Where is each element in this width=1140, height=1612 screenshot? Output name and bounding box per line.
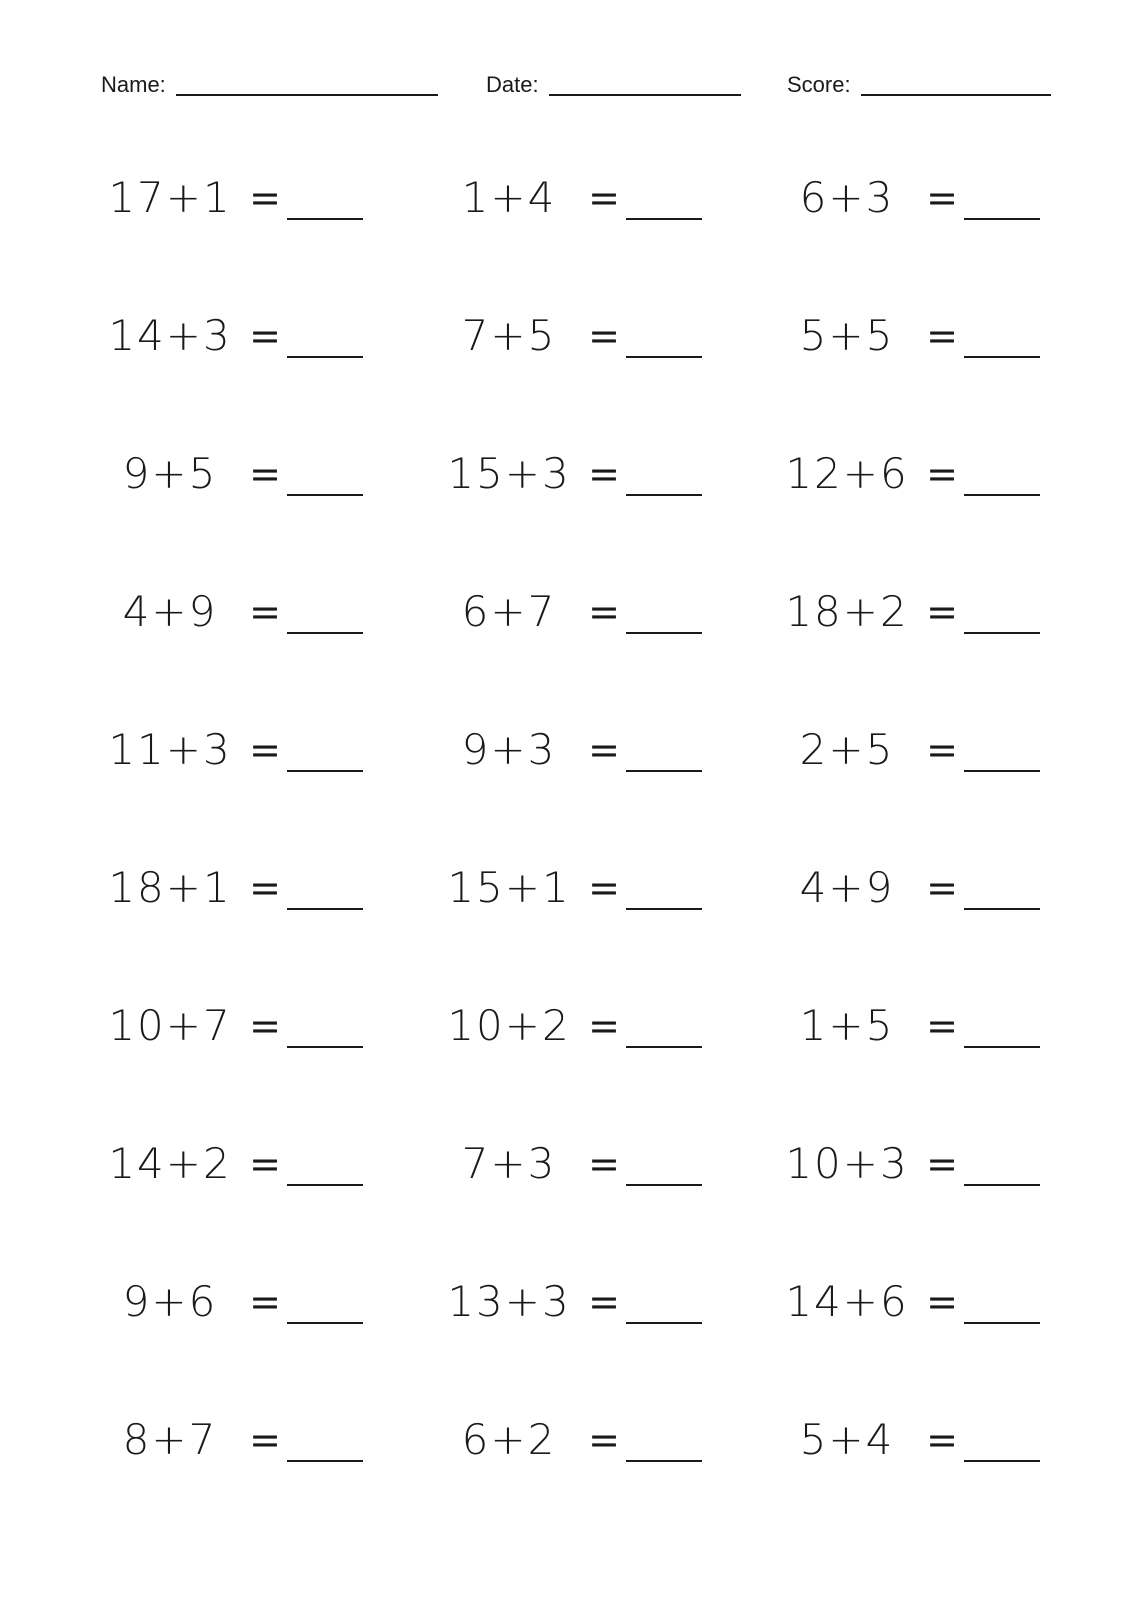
problem-item xyxy=(777,444,1137,504)
problem-item xyxy=(439,1410,799,1470)
answer-blank[interactable] xyxy=(287,1460,363,1462)
problem-item xyxy=(777,1272,1137,1332)
equals-sign: = xyxy=(588,728,620,772)
name-label: Name: xyxy=(101,72,166,97)
equals-sign: = xyxy=(926,452,958,496)
problem-item xyxy=(439,1272,799,1332)
problem-expression: 9+3 xyxy=(461,725,557,774)
answer-blank[interactable] xyxy=(287,1184,363,1186)
equals-sign: = xyxy=(249,1280,281,1324)
equals-sign: = xyxy=(926,314,958,358)
problem-item xyxy=(439,996,799,1056)
problem-item xyxy=(100,444,460,504)
problem-expression: 12+6 xyxy=(785,449,909,498)
problem-item xyxy=(100,306,460,366)
equals-sign: = xyxy=(926,1142,958,1186)
equals-sign: = xyxy=(588,1142,620,1186)
problem-expression: 4+9 xyxy=(799,863,895,912)
problem-item xyxy=(100,582,460,642)
problem-item xyxy=(100,720,460,780)
problem-expression: 15+3 xyxy=(447,449,571,498)
equals-sign: = xyxy=(249,866,281,910)
equals-sign: = xyxy=(249,728,281,772)
equals-sign: = xyxy=(926,1418,958,1462)
equals-sign: = xyxy=(926,590,958,634)
problem-item xyxy=(439,1134,799,1194)
problem-item xyxy=(777,582,1137,642)
problem-item xyxy=(777,306,1137,366)
equals-sign: = xyxy=(926,1004,958,1048)
answer-blank[interactable] xyxy=(964,356,1040,358)
problem-expression: 15+1 xyxy=(447,863,571,912)
problem-expression: 7+3 xyxy=(461,1139,557,1188)
problem-expression: 5+5 xyxy=(799,311,895,360)
problem-item xyxy=(439,444,799,504)
problem-item xyxy=(100,1410,460,1470)
problem-expression: 9+5 xyxy=(122,449,218,498)
problem-expression: 5+4 xyxy=(799,1415,895,1464)
problem-item xyxy=(777,858,1137,918)
equals-sign: = xyxy=(926,728,958,772)
answer-blank[interactable] xyxy=(626,1184,702,1186)
problem-item xyxy=(439,720,799,780)
equals-sign: = xyxy=(588,590,620,634)
answer-blank[interactable] xyxy=(964,632,1040,634)
problem-item xyxy=(439,168,799,228)
problem-expression: 7+5 xyxy=(461,311,557,360)
equals-sign: = xyxy=(249,176,281,220)
equals-sign: = xyxy=(588,1418,620,1462)
equals-sign: = xyxy=(249,1142,281,1186)
problem-expression: 10+2 xyxy=(447,1001,571,1050)
equals-sign: = xyxy=(588,1280,620,1324)
equals-sign: = xyxy=(926,1280,958,1324)
problem-item xyxy=(777,720,1137,780)
problem-expression: 6+2 xyxy=(461,1415,557,1464)
problem-item xyxy=(777,1134,1137,1194)
problem-expression: 8+7 xyxy=(122,1415,218,1464)
problem-expression: 14+6 xyxy=(785,1277,909,1326)
answer-blank[interactable] xyxy=(287,494,363,496)
problem-expression: 14+3 xyxy=(108,311,232,360)
problem-expression: 17+1 xyxy=(108,173,232,222)
answer-blank[interactable] xyxy=(626,770,702,772)
answer-blank[interactable] xyxy=(964,1322,1040,1324)
problem-expression: 18+2 xyxy=(785,587,909,636)
answer-blank[interactable] xyxy=(964,1184,1040,1186)
answer-blank[interactable] xyxy=(626,1322,702,1324)
score-label: Score: xyxy=(787,72,851,97)
problem-item xyxy=(777,168,1137,228)
answer-blank[interactable] xyxy=(626,356,702,358)
answer-blank[interactable] xyxy=(287,218,363,220)
answer-blank[interactable] xyxy=(964,770,1040,772)
answer-blank[interactable] xyxy=(287,1046,363,1048)
problem-expression: 6+7 xyxy=(461,587,557,636)
equals-sign: = xyxy=(588,866,620,910)
equals-sign: = xyxy=(249,452,281,496)
answer-blank[interactable] xyxy=(287,356,363,358)
equals-sign: = xyxy=(926,176,958,220)
equals-sign: = xyxy=(588,314,620,358)
problem-expression: 1+5 xyxy=(799,1001,895,1050)
problem-item xyxy=(439,306,799,366)
problem-expression: 4+9 xyxy=(122,587,218,636)
problem-item xyxy=(439,582,799,642)
problem-expression: 13+3 xyxy=(447,1277,571,1326)
problem-item xyxy=(777,1410,1137,1470)
answer-blank[interactable] xyxy=(287,1322,363,1324)
problem-item xyxy=(777,996,1137,1056)
equals-sign: = xyxy=(588,452,620,496)
answer-blank[interactable] xyxy=(626,494,702,496)
problem-expression: 9+6 xyxy=(122,1277,218,1326)
answer-blank[interactable] xyxy=(626,908,702,910)
equals-sign: = xyxy=(926,866,958,910)
answer-blank[interactable] xyxy=(287,632,363,634)
problem-item xyxy=(100,996,460,1056)
problem-expression: 10+3 xyxy=(785,1139,909,1188)
answer-blank[interactable] xyxy=(964,1460,1040,1462)
answer-blank[interactable] xyxy=(287,908,363,910)
answer-blank[interactable] xyxy=(287,770,363,772)
equals-sign: = xyxy=(249,1418,281,1462)
answer-blank[interactable] xyxy=(964,1046,1040,1048)
problem-item xyxy=(100,168,460,228)
date-label: Date: xyxy=(486,72,539,97)
problem-expression: 6+3 xyxy=(799,173,895,222)
equals-sign: = xyxy=(249,314,281,358)
problem-item xyxy=(100,858,460,918)
answer-blank[interactable] xyxy=(626,632,702,634)
answer-blank[interactable] xyxy=(964,218,1040,220)
problem-expression: 10+7 xyxy=(108,1001,232,1050)
problem-expression: 2+5 xyxy=(799,725,895,774)
equals-sign: = xyxy=(588,176,620,220)
answer-blank[interactable] xyxy=(626,1460,702,1462)
problem-expression: 18+1 xyxy=(108,863,232,912)
problem-item xyxy=(100,1272,460,1332)
equals-sign: = xyxy=(249,1004,281,1048)
answer-blank[interactable] xyxy=(626,218,702,220)
problem-item xyxy=(100,1134,460,1194)
answer-blank[interactable] xyxy=(964,908,1040,910)
answer-blank[interactable] xyxy=(626,1046,702,1048)
equals-sign: = xyxy=(249,590,281,634)
answer-blank[interactable] xyxy=(964,494,1040,496)
problem-item xyxy=(439,858,799,918)
problem-expression: 11+3 xyxy=(108,725,232,774)
equals-sign: = xyxy=(588,1004,620,1048)
problem-expression: 14+2 xyxy=(108,1139,232,1188)
problem-expression: 1+4 xyxy=(461,173,557,222)
